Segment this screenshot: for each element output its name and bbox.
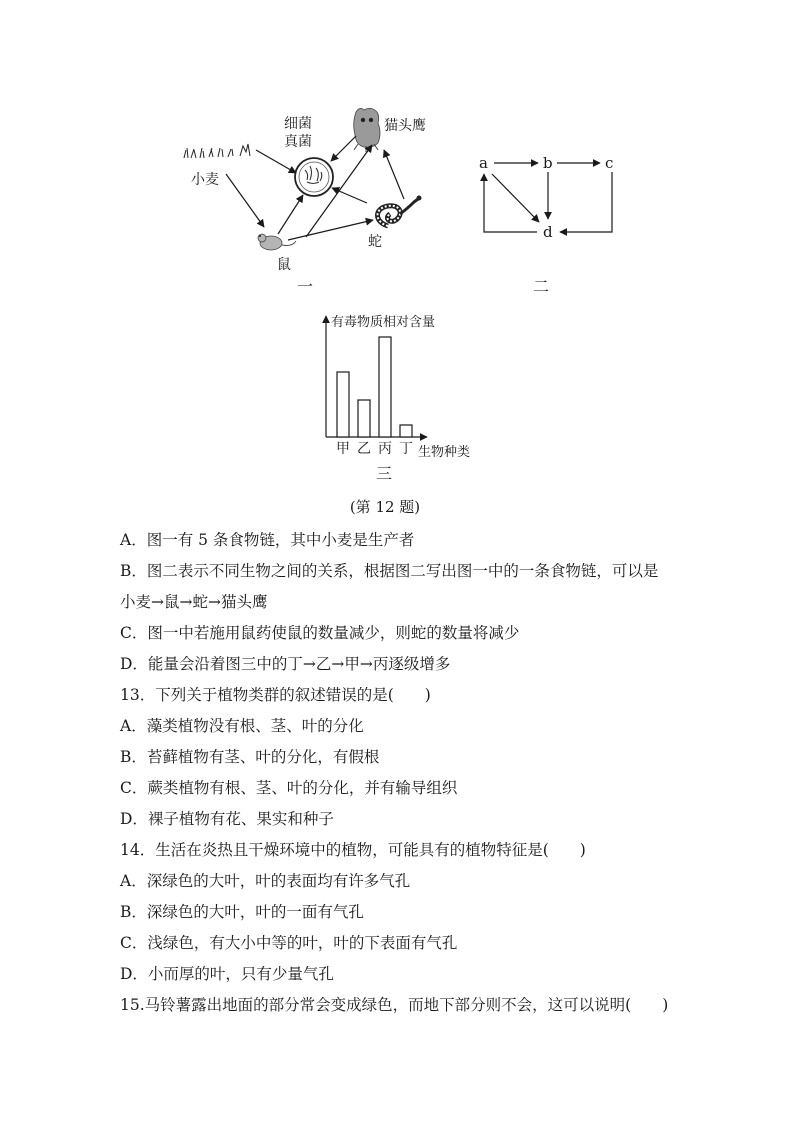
option-12d: D．能量会沿着图三中的丁→乙→甲→丙逐级增多: [120, 655, 451, 673]
option-12b-continued: 小麦→鼠→蛇→猫头鹰: [120, 593, 268, 611]
bacteria-label: 细菌: [284, 116, 312, 132]
node-c: c: [605, 154, 614, 172]
wheat-icon: [184, 144, 250, 158]
option-13d: D．裸子植物有花、果实和种子: [120, 810, 334, 828]
snake-label: 蛇: [368, 234, 382, 250]
option-12b: B．图二表示不同生物之间的关系，根据图二写出图一中的一条食物链，可以是: [120, 562, 659, 580]
node-a: a: [479, 154, 488, 172]
category-label-2: 乙: [357, 441, 371, 457]
figure-two-relation-diagram: [479, 154, 613, 296]
option-12a: A．图一有 5 条食物链，其中小麦是生产者: [120, 531, 415, 549]
option-13a: A．藻类植物没有根、茎、叶的分化: [120, 717, 364, 735]
figure-three-bar-chart: [326, 314, 470, 483]
option-14d: D．小而厚的叶，只有少量气孔: [120, 965, 334, 983]
option-14a: A．深绿色的大叶，叶的表面均有许多气孔: [120, 872, 411, 890]
question-13: 13．下列关于植物类群的叙述错误的是( ): [120, 686, 431, 704]
relation-arrows: [484, 163, 612, 232]
question-14: 14．生活在炎热且干燥环境中的植物，可能具有的植物特征是( ): [120, 841, 586, 859]
category-label-1: 甲: [336, 441, 350, 457]
option-13c: C．蕨类植物有根、茎、叶的分化，并有输导组织: [120, 779, 458, 797]
question-15: 15.马铃薯露出地面的部分常会变成绿色，而地下部分则不会，这可以说明( ): [120, 996, 669, 1014]
bar-1: [337, 372, 349, 437]
category-label-3: 丙: [378, 441, 392, 457]
bar-2: [358, 400, 370, 437]
option-12c: C．图一中若施用鼠药使鼠的数量减少，则蛇的数量将减少: [120, 624, 520, 642]
x-axis-label: 生物种类: [418, 445, 471, 460]
option-14c: C．浅绿色，有大小中等的叶，叶的下表面有气孔: [120, 934, 458, 952]
bar-4: [400, 425, 412, 437]
option-14b: B．深绿色的大叶，叶的一面有气孔: [120, 903, 364, 921]
wheat-label: 小麦: [191, 172, 219, 188]
figure-one-numeral: 一: [297, 277, 314, 296]
y-axis-label: 有毒物质相对含量: [331, 315, 436, 330]
mouse-label: 鼠: [277, 257, 291, 273]
owl-icon: [354, 108, 380, 152]
figure-three-numeral: 三: [376, 464, 393, 483]
fungi-label: 真菌: [284, 134, 312, 150]
owl-label: 猫头鹰: [384, 118, 426, 134]
figure-one-food-web: [184, 108, 426, 296]
figure-two-numeral: 二: [533, 277, 550, 296]
node-d: d: [543, 223, 553, 241]
category-label-4: 丁: [399, 441, 413, 457]
figures-area: [0, 0, 794, 500]
snake-icon: [378, 196, 422, 227]
mouse-icon: [258, 234, 296, 250]
option-13b: B．苔藓植物有茎、叶的分化，有假根: [120, 748, 380, 766]
bar-3: [379, 337, 391, 437]
microbe-icon: [295, 158, 333, 196]
node-b: b: [543, 154, 553, 172]
figure-caption: (第 12 题): [349, 498, 421, 516]
